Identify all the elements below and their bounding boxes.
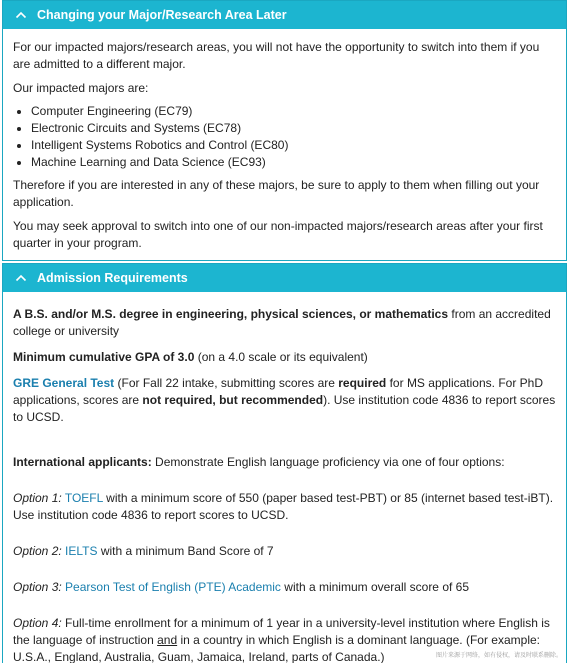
list-item: • Computer Engineering (EC79) — [31, 103, 556, 120]
pte-link[interactable]: Pearson Test of English (PTE) Academic — [65, 580, 281, 594]
list-item: • Machine Learning and Data Science (EC93) — [31, 154, 556, 171]
option-1 — [13, 490, 556, 524]
option-label: Option 3: — [13, 580, 62, 594]
advice-text: Therefore if you are interested in any of these majors, be sure to apply to them when filling out your application. — [13, 178, 540, 209]
gpa-rest: (on a 4.0 scale or its equivalent) — [194, 350, 368, 364]
ielts-link[interactable]: IELTS — [65, 544, 98, 558]
watermark-text: 图片来源于网络，如有侵权，请及时联系删除。 — [435, 652, 562, 659]
option-2 — [13, 543, 556, 560]
panel-title: Changing your Major/Research Area Later — [37, 8, 287, 22]
intl-rest: Demonstrate English language proficiency via one of four options: — [151, 455, 505, 469]
list-item: • Electronic Circuits and Systems (EC78) — [31, 120, 556, 137]
degree-requirement — [13, 306, 556, 340]
gre-text: ). Use institution code 4836 to report scores to UCSD. — [13, 393, 556, 424]
gpa-bold: Minimum cumulative GPA of 3.0 — [13, 350, 195, 364]
option-text: in a country in which English is a dominant language. (For example: U.S.A., England, Australia, Guam, Jamaica, Ireland, parts of Canada.) — [13, 633, 540, 663]
panel-title: Admission Requirements — [37, 271, 188, 285]
option-label: Option 2: — [13, 544, 62, 558]
intl-requirement — [13, 454, 556, 471]
option-3 — [13, 579, 556, 596]
panel-changing-major — [2, 0, 567, 261]
intl-bold: International applicants: — [13, 455, 152, 469]
toefl-link[interactable]: TOEFL — [64, 491, 103, 505]
option-label: Option 4: — [13, 616, 62, 630]
gre-requirement — [13, 375, 556, 426]
panel-body-changing-major — [3, 29, 566, 260]
approval-text: You may seek approval to switch into one of our non-impacted majors/research areas after your first quarter in your program. — [13, 219, 543, 250]
option-text: Full-time enrollment for a minimum of 1 year in a university-level institution where English is the language of instruction — [13, 616, 550, 647]
majors-list — [13, 103, 556, 171]
panel-header-admission[interactable] — [3, 264, 566, 292]
list-item: • Intelligent Systems Robotics and Control (EC80) — [31, 137, 556, 154]
option-label: Option 1: — [13, 491, 62, 505]
option-text: with a minimum overall score of 65 — [280, 580, 470, 594]
gpa-requirement — [13, 349, 556, 366]
gre-not-required: not required, but recommended — [142, 393, 324, 407]
chevron-up-icon — [15, 11, 33, 19]
gre-link[interactable]: GRE General Test — [13, 376, 115, 390]
gre-text: (For Fall 22 intake, submitting scores are — [114, 376, 339, 390]
panel-body-admission — [3, 292, 566, 663]
list-heading: Our impacted majors are: — [13, 81, 149, 95]
degree-bold: A B.S. and/or M.S. degree in engineering, physical sciences, or mathematics — [13, 307, 449, 321]
gre-text: for MS applications. For PhD applications, scores are — [13, 376, 543, 407]
gre-required: required — [338, 376, 387, 390]
panel-header-changing-major[interactable] — [3, 1, 566, 29]
intro-text: For our impacted majors/research areas, you will not have the opportunity to switch into them if you are admitted to a different major. — [13, 40, 540, 71]
option-text: with a minimum score of 550 (paper based test-PBT) or 85 (internet based test-iBT). Use institution code 4836 to report scores to UCSD. — [13, 491, 554, 522]
option-and: and — [157, 633, 178, 647]
panel-admission-requirements — [2, 263, 567, 663]
degree-rest: from an accredited college or university — [13, 307, 551, 338]
chevron-up-icon — [15, 274, 33, 282]
option-text: with a minimum Band Score of 7 — [97, 544, 274, 558]
